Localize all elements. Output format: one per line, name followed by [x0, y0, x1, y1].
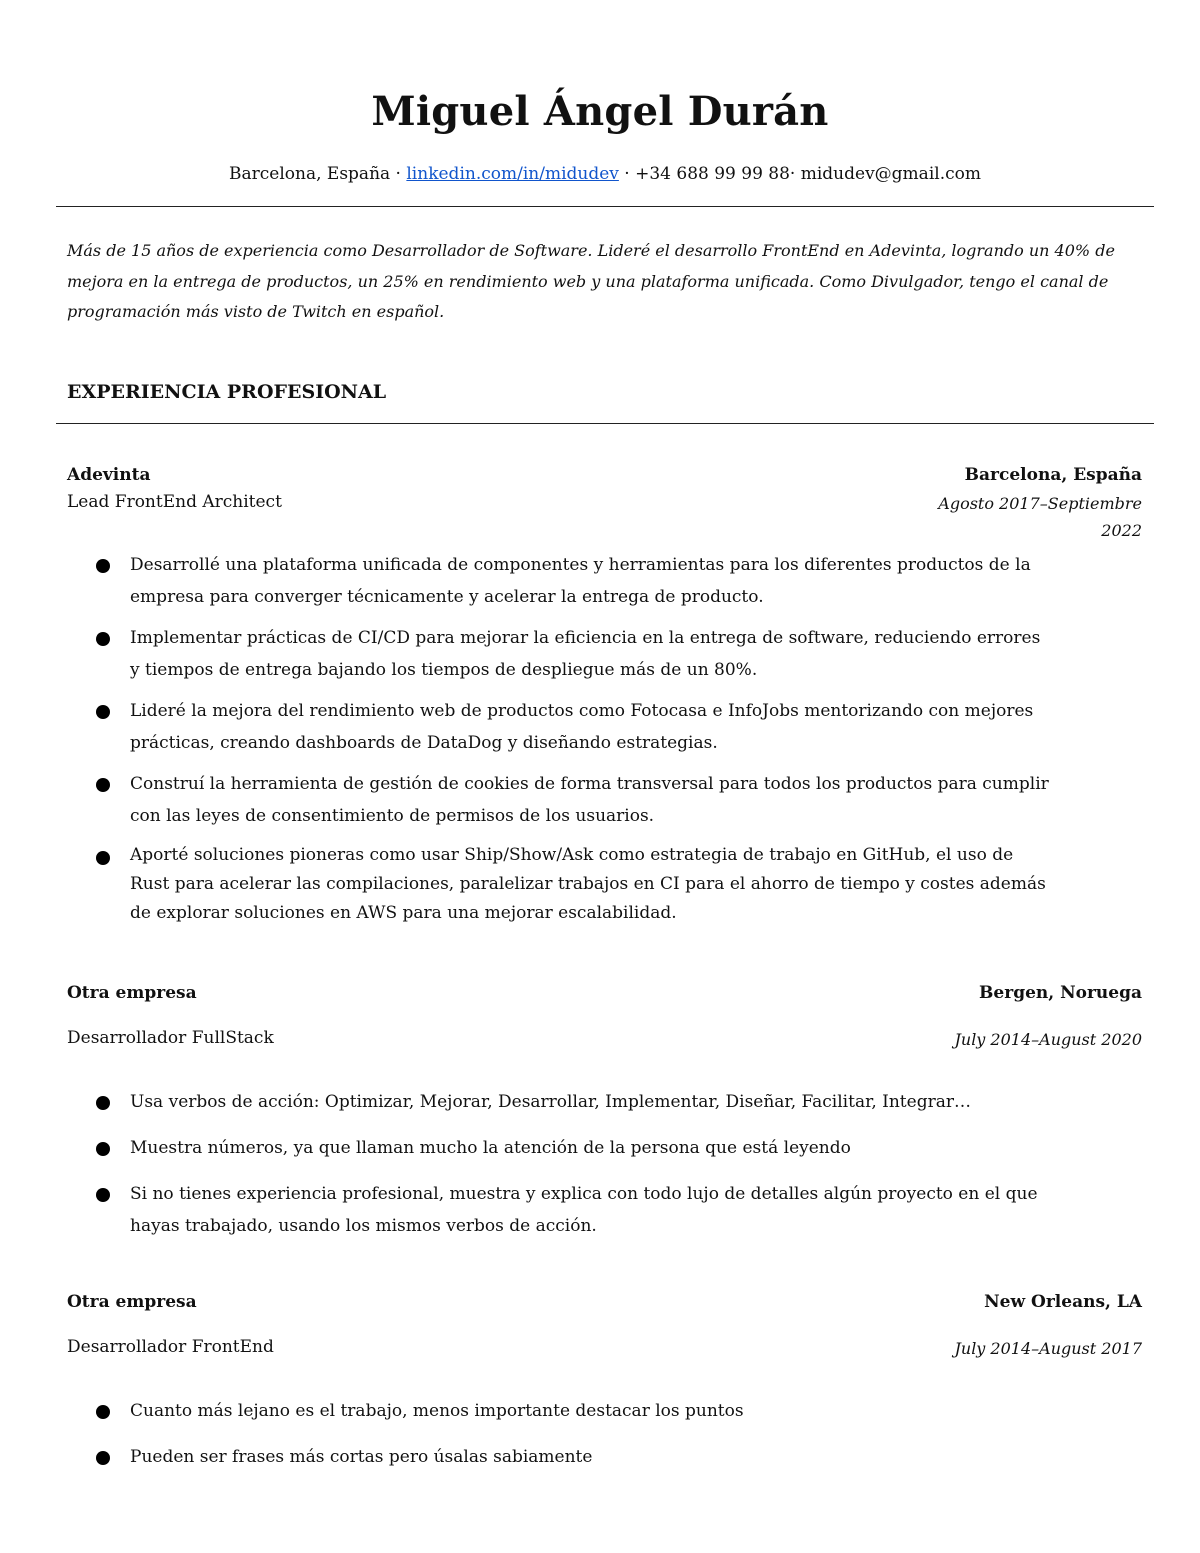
- job-bullets: [92, 549, 1052, 928]
- bullet-icon: [96, 705, 110, 719]
- contact-location: Barcelona, España ·: [229, 164, 407, 184]
- bullet-icon: [96, 1405, 110, 1419]
- job-company: Otra empresa: [67, 983, 197, 1003]
- candidate-name: Miguel Ángel Durán: [371, 88, 829, 135]
- list-item: Usa verbos de acción: Optimizar, Mejorar, Desarrollar, Implementar, Diseñar, Facilitar, Integrar…: [92, 1086, 1052, 1118]
- job-company: Adevinta: [67, 465, 151, 485]
- job-location: Barcelona, España: [964, 465, 1142, 485]
- bullet-icon: [96, 778, 110, 792]
- list-item: Si no tienes experiencia profesional, muestra y explica con todo lujo de detalles algún proyecto en el que hayas trabajado, usando los mismos verbos de acción.: [92, 1178, 1052, 1242]
- professional-summary: Más de 15 años de experiencia como Desarrollador de Software. Lideré el desarrollo FrontEnd en Adevinta, logrando un 40% de mejora en la entrega de productos, un 25% en rendimiento web y una plataforma unificada. Como Divulgador, tengo el canal de programación más visto de Twitch en español.: [67, 241, 1115, 321]
- job-role: Lead FrontEnd Architect: [67, 492, 282, 512]
- bullet-icon: [96, 632, 110, 646]
- bullet-icon: [96, 1188, 110, 1202]
- contact-line: [0, 164, 1200, 184]
- list-item: Lideré la mejora del rendimiento web de productos como Fotocasa e InfoJobs mentorizando con mejores prácticas, creando dashboards de DataDog y diseñando estrategias.: [92, 695, 1052, 759]
- linkedin-link[interactable]: linkedin.com/in/midudev: [406, 164, 619, 184]
- job-company: Otra empresa: [67, 1292, 197, 1312]
- section-title-experience: EXPERIENCIA PROFESIONAL: [67, 381, 387, 403]
- bullet-icon: [96, 851, 110, 865]
- job-bullets: [92, 1086, 1052, 1242]
- list-item: Pueden ser frases más cortas pero úsalas sabiamente: [92, 1441, 1052, 1473]
- list-item: Aporté soluciones pioneras como usar Ship/Show/Ask como estrategia de trabajo en GitHub, el uso de Rust para acelerar las compilaciones, paralelizar trabajos en CI para el ahorro de tiempo y costes además de explorar soluciones en AWS para una mejorar escalabilidad.: [92, 841, 1052, 928]
- section-divider: [56, 423, 1154, 424]
- header-divider: [56, 206, 1154, 207]
- list-item: Cuanto más lejano es el trabajo, menos importante destacar los puntos: [92, 1395, 1052, 1427]
- job-location: New Orleans, LA: [984, 1292, 1142, 1312]
- job-dates: Agosto 2017–Septiembre 2022: [938, 494, 1142, 540]
- list-item: Desarrollé una plataforma unificada de componentes y herramientas para los diferentes productos de la empresa para converger técnicamente y acelerar la entrega de producto.: [92, 549, 1052, 613]
- job-bullets: [92, 1395, 1052, 1473]
- list-item: Construí la herramienta de gestión de cookies de forma transversal para todos los productos para cumplir con las leyes de consentimiento de permisos de los usuarios.: [92, 768, 1052, 832]
- bullet-icon: [96, 559, 110, 573]
- bullet-icon: [96, 1451, 110, 1465]
- job-dates: July 2014–August 2017: [954, 1339, 1142, 1358]
- contact-phone-email: · +34 688 99 99 88· midudev@gmail.com: [618, 164, 981, 184]
- list-item: Muestra números, ya que llaman mucho la atención de la persona que está leyendo: [92, 1132, 1052, 1164]
- job-location: Bergen, Noruega: [979, 983, 1142, 1003]
- list-item: Implementar prácticas de CI/CD para mejorar la eficiencia en la entrega de software, reduciendo errores y tiempos de entrega bajando los tiempos de despliegue más de un 80%.: [92, 622, 1052, 686]
- job-role: Desarrollador FullStack: [67, 1028, 274, 1048]
- bullet-icon: [96, 1096, 110, 1110]
- job-dates: July 2014–August 2020: [954, 1030, 1142, 1049]
- bullet-icon: [96, 1142, 110, 1156]
- job-role: Desarrollador FrontEnd: [67, 1337, 274, 1357]
